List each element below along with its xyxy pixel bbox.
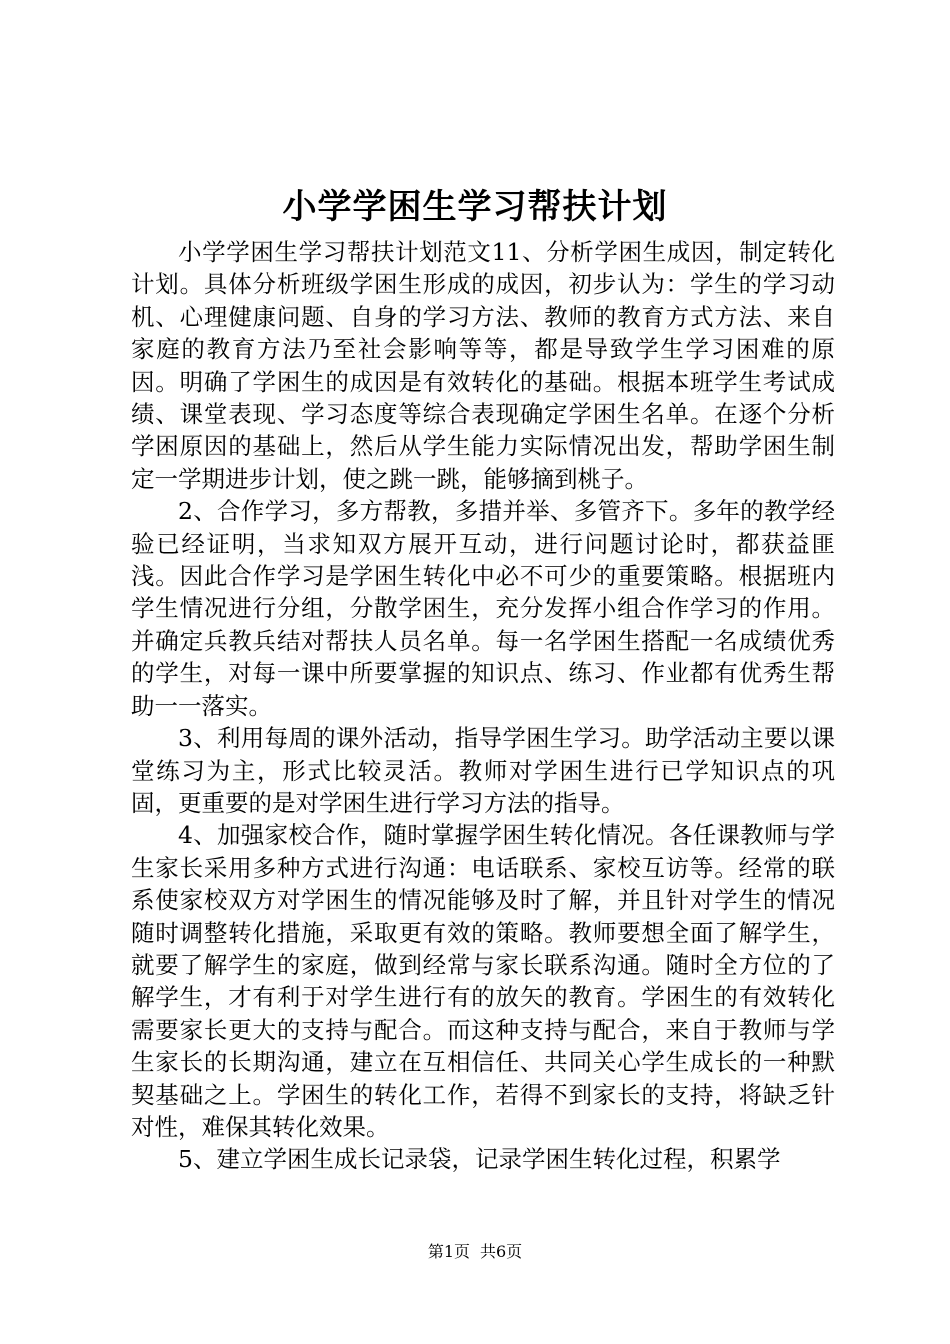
page-footer	[0, 1240, 950, 1264]
paragraph-1: 小学学困生学习帮扶计划范文11、分析学困生成因，制定转化计划。具体分析班级学困生形成的成因，初步认为：学生的学习动机、心理健康问题、自身的学习方法、教师的教育方式方法、来自家庭的教育方法乃至社会影响等等，都是导致学生学习困难的原因。明确了学困生的成因是有效转化的基础。根据本班学生考试成绩、课堂表现、学习态度等综合表现确定学困生名单。在逐个分析学困原因的基础上，然后从学生能力实际情况出发，帮助学困生制定一学期进步计划，使之跳一跳，能够摘到桃子。	[131, 238, 835, 493]
paragraph-4: 4、加强家校合作，随时掌握学困生转化情况。各任课教师与学生家长采用多种方式进行沟通：电话联系、家校互访等。经常的联系使家校双方对学困生的情况能够及时了解，并且针对学生的情况随时调整转化措施，采取更有效的策略。教师要想全面了解学生，就要了解学生的家庭，做到经常与家长联系沟通。随时全方位的了解学生，才有利于对学生进行有的放矢的教育。学困生的有效转化需要家长更大的支持与配合。而这种支持与配合，来自于教师与学生家长的长期沟通，建立在互相信任、共同关心学生成长的一种默契基础之上。学困生的转化工作，若得不到家长的支持，将缺乏针对性，难保其转化效果。	[131, 821, 835, 1141]
document-title: 小学学困生学习帮扶计划	[282, 187, 668, 227]
paragraph-2: 2、合作学习，多方帮教，多措并举、多管齐下。多年的教学经验已经证明，当求知双方展开互动，进行问题讨论时，都获益匪浅。因此合作学习是学困生转化中必不可少的重要策略。根据班内学生情况进行分组，分散学困生，充分发挥小组合作学习的作用。并确定兵教兵结对帮扶人员名单。每一名学困生搭配一名成绩优秀的学生，对每一课中所要掌握的知识点、练习、作业都有优秀生帮助一一落实。	[131, 497, 835, 720]
paragraph-3: 3、利用每周的课外活动，指导学困生学习。助学活动主要以课堂练习为主，形式比较灵活。教师对学困生进行已学知识点的巩固，更重要的是对学困生进行学习方法的指导。	[131, 724, 835, 817]
page-number: 第1页	[427, 1242, 470, 1261]
page-total: 共6页	[480, 1242, 523, 1261]
document-body	[131, 236, 835, 1176]
paragraph-5: 5、建立学困生成长记录袋，记录学困生转化过程，积累学	[178, 1145, 781, 1174]
